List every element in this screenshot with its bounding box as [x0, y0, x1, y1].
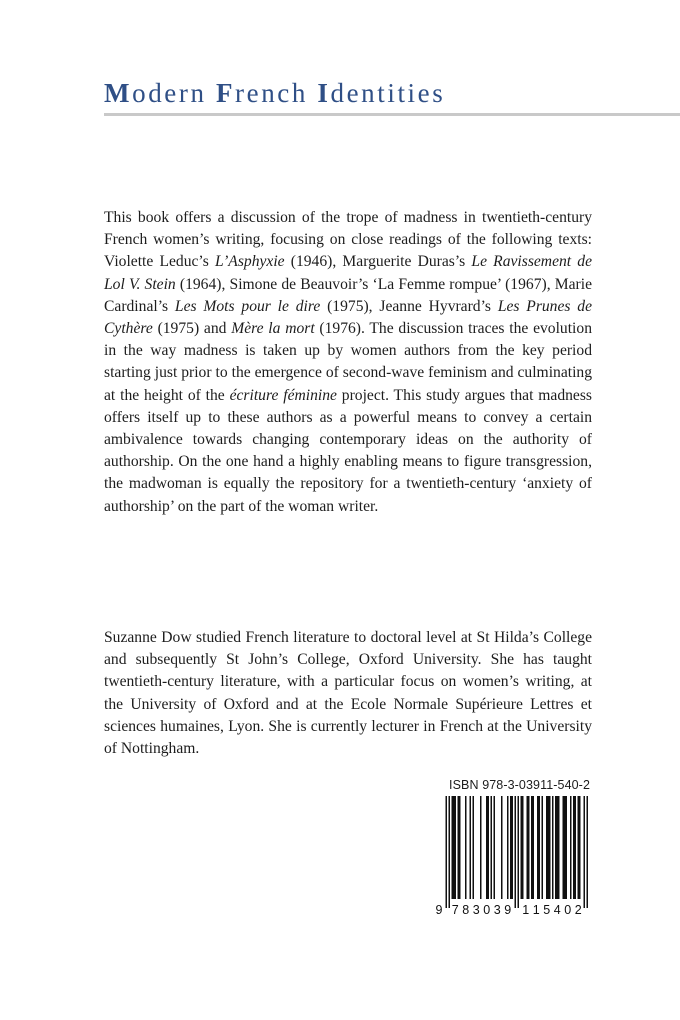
barcode-bar: [527, 796, 529, 899]
barcode-bar: [452, 796, 454, 899]
barcode-bar: [539, 796, 541, 899]
barcode-bar: [501, 796, 503, 899]
barcode-bar: [570, 796, 572, 899]
barcode-bar: [510, 796, 512, 899]
barcode-bar: [486, 796, 488, 899]
barcode-bar: [453, 796, 455, 899]
barcode-digit: 3: [493, 903, 501, 917]
barcode-bar: [579, 796, 581, 899]
barcode-bar: [546, 796, 548, 899]
barcode-digit: 5: [543, 903, 551, 917]
barcode-bar: [564, 796, 566, 899]
barcode-bar: [465, 796, 467, 899]
barcode-bar: [555, 796, 557, 899]
barcode-bar: [512, 796, 514, 899]
barcode-bar: [521, 796, 523, 899]
series-word-2: French: [215, 78, 308, 108]
title-rule: [104, 113, 680, 116]
barcode-bar: [533, 796, 535, 899]
book-description: This book offers a discussion of the trope of madness in twentieth-century French women’s writing, focusing on close readings of the following texts: Violette Leduc’s L’Asphyxie (1946), Marguerite Duras’s Le Ravissement de Lol V. Stein (1964), Simone de Beauvoir’s ‘La Femme rompue’ (1967), Marie Cardinal’s Les Mots pour le dire (1975), Jeanne Hyvrard’s Les Prunes de Cythère (1975) and Mère la mort (1976). The discussion traces the evolution in the way madness is taken up by women authors from the key period starting just prior to the emergence of second-wave feminism and culminating at the height of the écriture féminine project. This study argues that madness offers itself up to these authors as a powerful means to convey a certain ambivalence towards changing contemporary ideas on the authority of authorship. On the one hand a highly enabling means to figure transgression, the madwoman is equally the repository for a twentieth-century ‘anxiety of authorship’ on the part of the woman writer.: [104, 209, 593, 515]
title-ravissement: Le Ravissement de Lol V. Stein: [104, 253, 593, 293]
barcode-digit: 2: [574, 903, 582, 917]
barcode-bar: [549, 796, 551, 899]
barcode-bar: [518, 796, 520, 908]
barcode-digit: 9: [435, 903, 443, 917]
barcode-bar: [584, 796, 586, 908]
barcode-bar: [587, 796, 589, 908]
barcode-bar: [563, 796, 565, 899]
series-title: [104, 78, 445, 109]
series-word-3: Identities: [317, 78, 446, 108]
title-les-mots: Les Mots pour le dire: [174, 297, 321, 315]
isbn-barcode: [434, 796, 590, 920]
barcode-digit: 0: [483, 903, 491, 917]
title-mere-la-mort: Mère la mort: [231, 320, 315, 338]
term-ecriture-feminine: écriture féminine: [229, 386, 337, 404]
title-les-prunes: Les Prunes de Cythère: [104, 297, 592, 338]
author-bio: Suzanne Dow studied French literature to doctoral level at St Hilda’s College and subsequently St John’s College, Oxford University. She has taught twentieth-century literature, with a particular focus on women’s writing, at the University of Oxford and at the Ecole Normale Supérieure Lettres et sciences humaines, Lyon. She is currently lecturer in French at the University of Nottingham.: [104, 629, 592, 758]
barcode-bar: [531, 796, 533, 899]
barcode-bar: [558, 796, 560, 899]
barcode-bar: [446, 796, 448, 908]
barcode-digit: 4: [553, 903, 561, 917]
barcode-bar: [459, 796, 461, 899]
barcode-bar: [494, 796, 496, 899]
barcode-bar: [528, 796, 530, 899]
barcode-bar: [458, 796, 460, 899]
barcode-bar: [515, 796, 517, 908]
barcode-bar: [575, 796, 577, 899]
barcode-bar: [491, 796, 493, 899]
barcode-bar: [552, 796, 554, 899]
barcode-bar: [488, 796, 490, 899]
barcode-bar: [557, 796, 559, 899]
barcode-digit: 1: [522, 903, 530, 917]
barcode-digit: 1: [532, 903, 540, 917]
barcode-bar: [455, 796, 457, 899]
barcode-digit: 3: [472, 903, 480, 917]
barcode-bar: [566, 796, 568, 899]
barcode-bar: [480, 796, 482, 899]
barcode-bar: [537, 796, 539, 899]
barcode-bar: [578, 796, 580, 899]
series-word-1: Modern: [104, 78, 207, 108]
barcode-bar: [470, 796, 472, 899]
barcode-bar: [473, 796, 475, 899]
barcode-digit: 8: [462, 903, 470, 917]
barcode-digit: 0: [564, 903, 572, 917]
barcode-bar: [522, 796, 524, 899]
barcode-bar: [548, 796, 550, 899]
barcode-digit: 9: [504, 903, 512, 917]
barcode-digit: 7: [451, 903, 459, 917]
barcode-bar: [573, 796, 575, 899]
barcode-bar: [507, 796, 509, 899]
barcode-bar: [449, 796, 451, 908]
title-lasphyxie: L’Asphyxie: [215, 253, 285, 271]
isbn-label: ISBN 978-3-03911-540-2: [449, 778, 590, 792]
barcode-bar: [542, 796, 544, 899]
